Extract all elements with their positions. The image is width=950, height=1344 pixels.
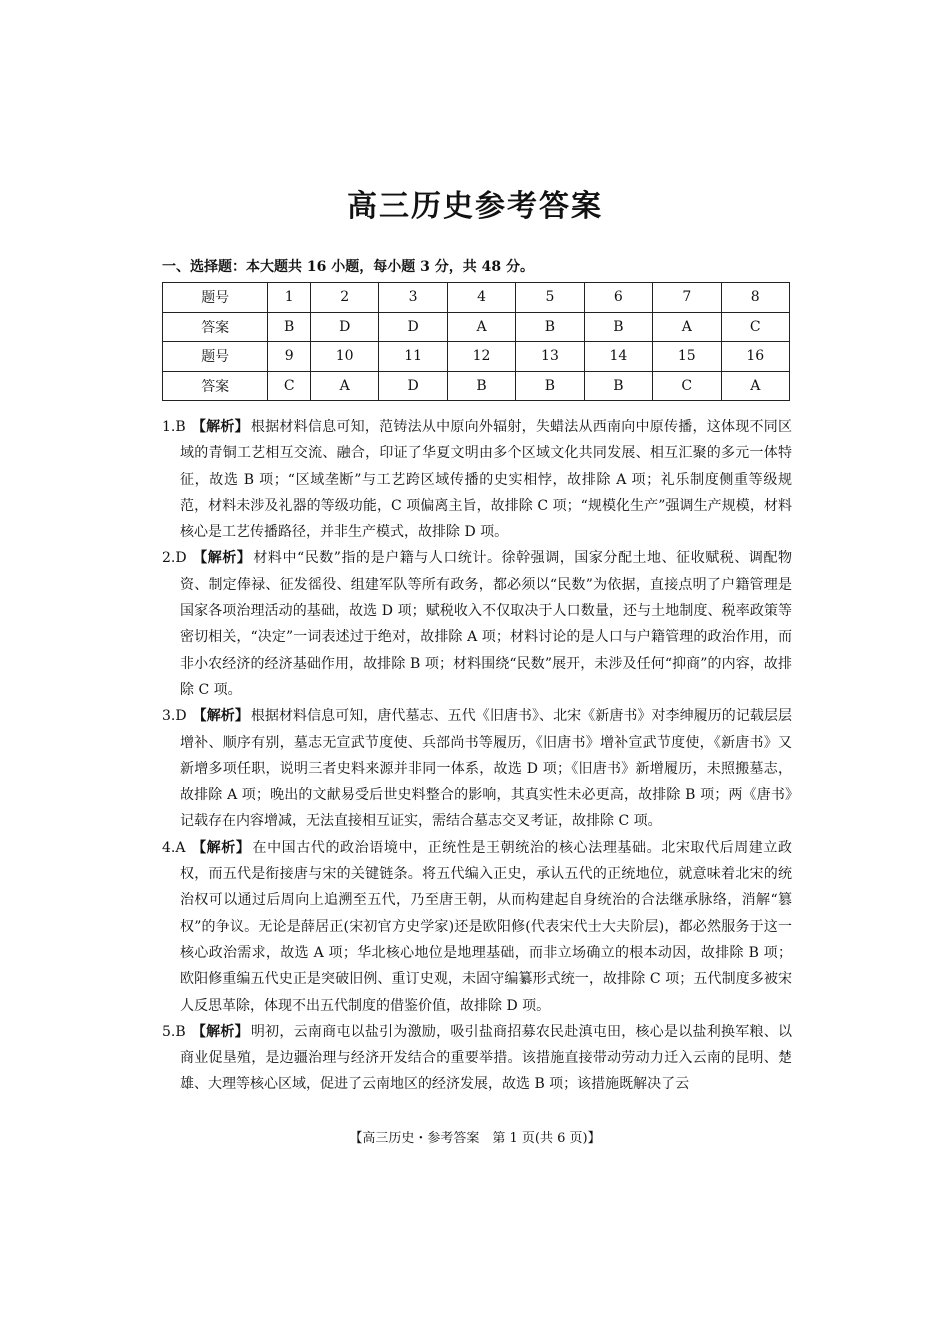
table-cell: 6	[584, 283, 652, 313]
table-cell: 11	[379, 342, 447, 372]
page-title: 高三历史参考答案	[347, 189, 603, 224]
table-cell: B	[268, 312, 311, 342]
page-footer: 【高三历史・参考答案 第 1 页(共 6 页)】	[349, 1131, 601, 1146]
table-cell: C	[268, 371, 311, 401]
table-cell: B	[447, 371, 515, 401]
table-cell: 9	[268, 342, 311, 372]
table-cell: B	[516, 371, 584, 401]
table-cell: 8	[721, 283, 790, 313]
question-answer: 2.D	[162, 550, 187, 567]
explanation-item	[162, 1019, 792, 1098]
table-cell: B	[584, 312, 652, 342]
table-cell: D	[379, 371, 447, 401]
explanation-item	[162, 545, 792, 703]
explanation-item	[162, 414, 792, 545]
table-cell: 5	[516, 283, 584, 313]
table-row	[163, 283, 790, 313]
table-cell: 4	[447, 283, 515, 313]
table-row	[163, 312, 790, 342]
explanations	[162, 414, 792, 1098]
table-cell: 14	[584, 342, 652, 372]
table-cell: C	[721, 312, 790, 342]
answer-table	[162, 282, 790, 401]
table-cell: 15	[653, 342, 721, 372]
explanation-text: 根据材料信息可知，范铸法从中原向外辐射，失蜡法从西南向中原传播，这体现不同区域的青铜工艺相互交流、融合，印证了华夏文明由多个区域文化共同发展、相互汇聚的多元一体特征，故选 B 项；“区域垄断”与工艺跨区域传播的史实相悖，故排除 A 项；礼乐制度侧重等级规范，材料未涉及礼器的等级功能，C 项偏离主旨，故排除 C 项；“规模化生产”强调生产规模，材料核心是工艺传播路径，并非生产模式，故排除 D 项。	[180, 419, 793, 541]
table-cell: A	[721, 371, 790, 401]
table-cell: 10	[310, 342, 378, 372]
analysis-tag: 【解析】	[192, 708, 249, 725]
section-heading: 一、选择题：本大题共 16 小题，每小题 3 分，共 48 分。	[162, 259, 534, 275]
table-cell: 7	[653, 283, 721, 313]
table-cell: A	[447, 312, 515, 342]
table-cell: A	[653, 312, 721, 342]
question-answer: 5.B	[162, 1023, 186, 1040]
row-label: 答案	[163, 371, 268, 401]
table-row	[163, 371, 790, 401]
table-cell: B	[516, 312, 584, 342]
explanation-text: 根据材料信息可知，唐代墓志、五代《旧唐书》、北宋《新唐书》对李绅履历的记载层层增补、顺序有别，墓志无宣武节度使、兵部尚书等履历，《旧唐书》增补宣武节度使，《新唐书》又新增多项任职，说明三者史料来源并非同一体系，故选 D 项；《旧唐书》新增履历，未照搬墓志，故排除 A 项；晚出的文献易受后世史料整合的影响，其真实性未必更高，故排除 B 项；两《唐书》记载存在内容增减，无法直接相互证实，需结合墓志交叉考证，故排除 C 项。	[180, 708, 792, 830]
analysis-tag: 【解析】	[192, 550, 252, 567]
table-cell: B	[584, 371, 652, 401]
analysis-tag: 【解析】	[191, 419, 249, 435]
table-cell: 3	[379, 283, 447, 313]
table-cell: 2	[310, 283, 378, 313]
row-label: 答案	[163, 312, 268, 342]
table-cell: 13	[516, 342, 584, 372]
explanation-item	[162, 835, 792, 1019]
explanation-text: 明初，云南商屯以盐引为激励，吸引盐商招募农民赴滇屯田，核心是以盐利换军粮、以商业促垦殖，是边疆治理与经济开发结合的重要举措。该措施直接带动劳动力迁入云南的昆明、楚雄、大理等核心区域，促进了云南地区的经济发展，故选 B 项；该措施既解决了云	[180, 1023, 793, 1093]
explanation-item	[162, 703, 792, 834]
table-cell: D	[310, 312, 378, 342]
explanation-text: 材料中“民数”指的是户籍与人口统计。徐幹强调，国家分配土地、征收赋税、调配物资、制定俸禄、征发徭役、组建军队等所有政务，都必须以“民数”为依据，直接点明了户籍管理是国家各项治理活动的基础，故选 D 项；赋税收入不仅取决于人口数量，还与土地制度、税率政策等密切相关，“决定”一词表述过于绝对，故排除 A 项；材料讨论的是人口与户籍管理的政治作用，而非小农经济的经济基础作用，故排除 B 项；材料围绕“民数”展开，未涉及任何“抑商”的内容，故排除 C 项。	[180, 550, 793, 698]
table-row	[163, 342, 790, 372]
analysis-tag: 【解析】	[191, 1023, 249, 1040]
row-label: 题号	[163, 283, 268, 313]
row-label: 题号	[163, 342, 268, 372]
explanation-text: 在中国古代的政治语境中，正统性是王朝统治的核心法理基础。北宋取代后周建立政权，而五代是衔接唐与宋的关键链条。将五代编入正史，承认五代的正统地位，就意味着北宋的统治权可以通过后周向上追溯至五代，乃至唐王朝，从而构建起自身统治的合法继承脉络，消解“篡权”的争议。无论是薛居正(宋初官方史学家)还是欧阳修(代表宋代士大夫阶层)，都必然服务于这一核心政治需求，故选 A 项；华北核心地位是地理基础，而非立场确立的根本动因，故排除 B 项；欧阳修重编五代史正是突破旧例、重订史观，未固守编纂形式统一，故排除 C 项；五代制度多被宋人反思革除，体现不出五代制度的借鉴价值，故排除 D 项。	[180, 839, 793, 1014]
question-answer: 1.B	[162, 419, 186, 435]
table-cell: C	[653, 371, 721, 401]
table-cell: 16	[721, 342, 790, 372]
table-cell: 1	[268, 283, 311, 313]
table-cell: D	[379, 312, 447, 342]
question-answer: 3.D	[162, 708, 187, 725]
table-cell: 12	[447, 342, 515, 372]
question-answer: 4.A	[162, 839, 186, 856]
analysis-tag: 【解析】	[191, 839, 251, 856]
table-cell: A	[310, 371, 378, 401]
